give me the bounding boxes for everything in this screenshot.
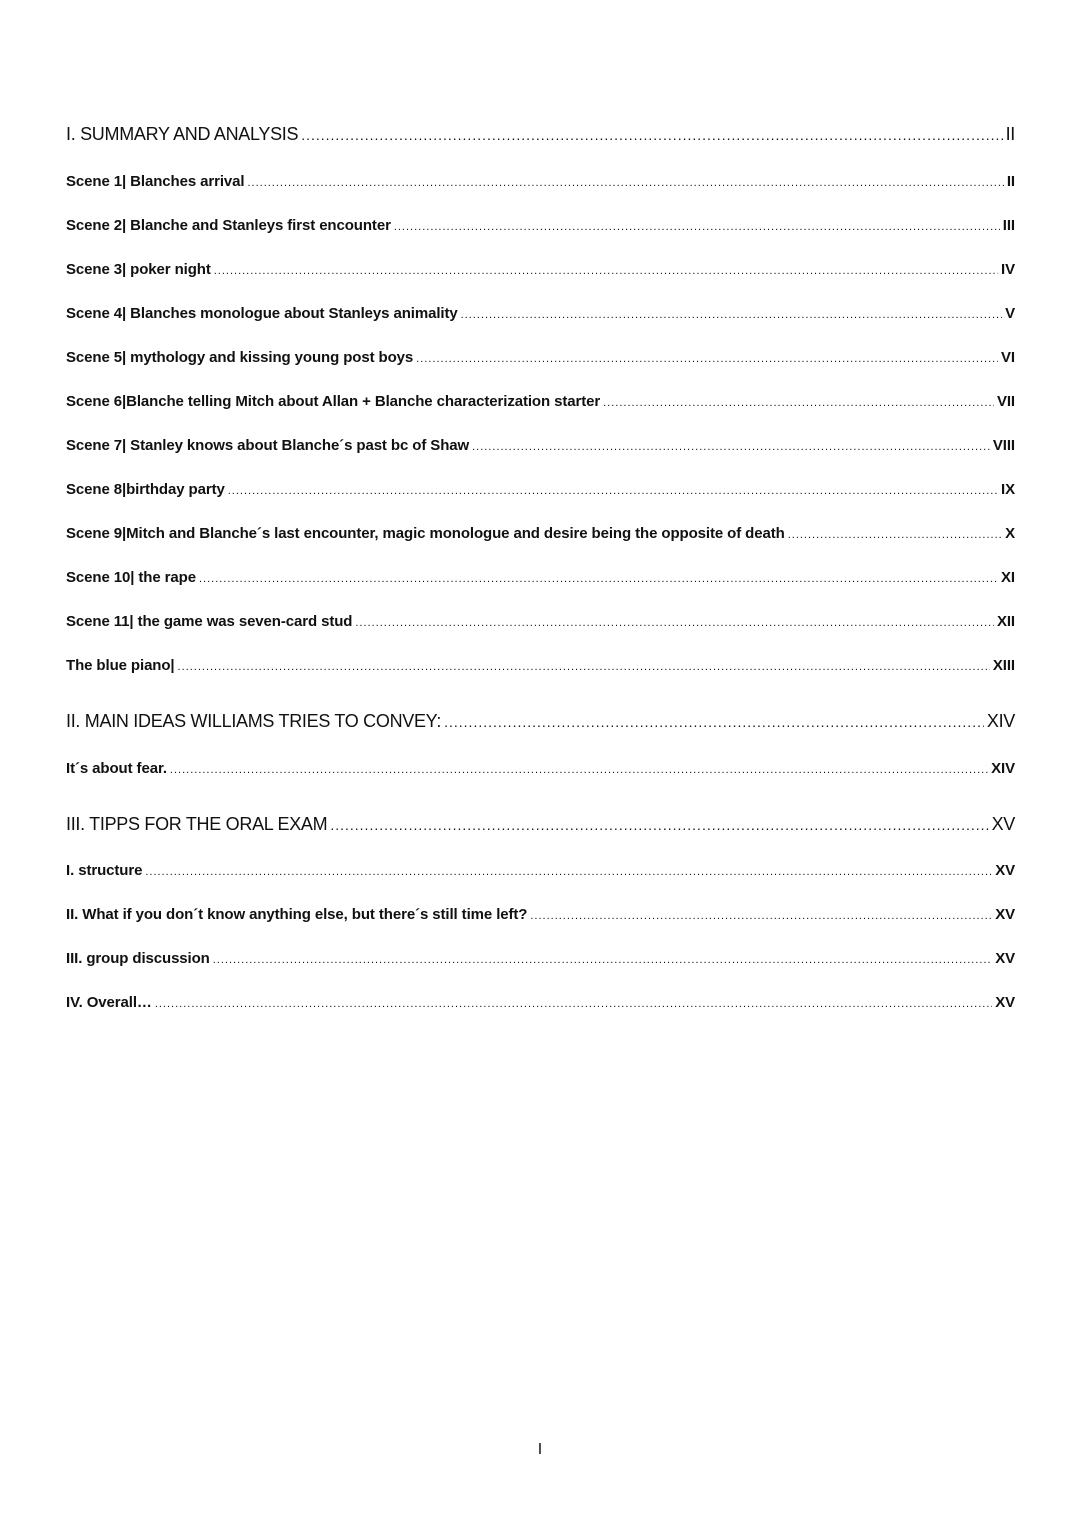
dot-leader — [355, 617, 994, 629]
toc-page-number: II — [1005, 124, 1015, 144]
toc-entry[interactable] — [66, 906, 1015, 923]
dot-leader — [145, 866, 992, 878]
toc-page-number: XV — [995, 994, 1015, 1011]
toc-section-title: III. TIPPS FOR THE ORAL EXAM — [66, 814, 328, 834]
toc-page-number: V — [1005, 305, 1015, 322]
toc-entry[interactable] — [66, 173, 1015, 190]
dot-leader — [461, 309, 1002, 321]
toc-page-number: VIII — [992, 437, 1015, 454]
toc-entry[interactable] — [66, 217, 1015, 234]
dot-leader — [444, 714, 984, 730]
toc-section-1[interactable] — [66, 124, 1015, 145]
toc-entry-title: Scene 11| the game was seven-card stud — [66, 613, 353, 630]
toc-page-number: XI — [1001, 569, 1015, 586]
toc-page-number: XV — [995, 950, 1015, 967]
toc-entry-title: Scene 5| mythology and kissing young post boys — [66, 349, 414, 366]
dot-leader — [301, 127, 1002, 143]
dot-leader — [214, 265, 998, 277]
toc-entry-title: Scene 4| Blanches monologue about Stanleys animality — [66, 305, 458, 322]
toc-page-number: IX — [1001, 481, 1015, 498]
toc-page-number: VII — [996, 393, 1015, 410]
toc-section-2[interactable] — [66, 711, 1015, 732]
toc-page-number: XV — [991, 814, 1015, 834]
toc-entry-title: Scene 3| poker night — [66, 261, 211, 278]
toc-entry-title: Scene 7| Stanley knows about Blanche´s past bc of Shaw — [66, 437, 470, 454]
toc-entry[interactable] — [66, 261, 1015, 278]
toc-entry-title: IV. Overall… — [66, 994, 152, 1011]
toc-page-number: IV — [1001, 261, 1015, 278]
toc-entry[interactable] — [66, 657, 1015, 674]
dot-leader — [199, 573, 998, 585]
dot-leader — [178, 661, 990, 673]
toc-entry[interactable] — [66, 481, 1015, 498]
toc-entry-title: It´s about fear. — [66, 760, 167, 777]
toc-entry[interactable] — [66, 760, 1015, 777]
dot-leader — [170, 764, 988, 776]
toc-page-number: III — [1002, 217, 1015, 234]
dot-leader — [330, 817, 988, 833]
toc-entry[interactable] — [66, 569, 1015, 586]
toc-entry-title: Scene 8|birthday party — [66, 481, 225, 498]
toc-page-number: XV — [995, 862, 1015, 879]
toc-entry-title: Scene 9|Mitch and Blanche´s last encounter, magic monologue and desire being the opposite of death — [66, 525, 785, 542]
toc-page-number: VI — [1001, 349, 1015, 366]
dot-leader — [228, 485, 998, 497]
dot-leader — [247, 177, 1003, 189]
toc-page-number: II — [1006, 173, 1015, 190]
toc-page-number: XII — [996, 613, 1015, 630]
dot-leader — [394, 221, 1000, 233]
toc-entry[interactable] — [66, 525, 1015, 542]
dot-leader — [472, 441, 990, 453]
toc-entry[interactable] — [66, 305, 1015, 322]
toc-page-number: XIV — [986, 711, 1015, 731]
toc-entry-title: Scene 2| Blanche and Stanleys first encounter — [66, 217, 391, 234]
page-number: I — [537, 1441, 543, 1458]
toc-entry-title: I. structure — [66, 862, 143, 879]
dot-leader — [213, 954, 992, 966]
toc-page-number: XIII — [992, 657, 1015, 674]
toc-entry[interactable] — [66, 950, 1015, 967]
dot-leader — [530, 910, 992, 922]
toc-entry-title: The blue piano| — [66, 657, 175, 674]
dot-leader — [788, 529, 1002, 541]
toc-entry[interactable] — [66, 862, 1015, 879]
toc-entry[interactable] — [66, 613, 1015, 630]
toc-entry-title: Scene 6|Blanche telling Mitch about Allan + Blanche characterization starter — [66, 393, 601, 410]
toc-section-title: I. SUMMARY AND ANALYSIS — [66, 124, 299, 144]
toc-entry[interactable] — [66, 437, 1015, 454]
toc-page-number: X — [1005, 525, 1015, 542]
toc-section-title: II. MAIN IDEAS WILLIAMS TRIES TO CONVEY: — [66, 711, 442, 731]
toc-entry[interactable] — [66, 994, 1015, 1011]
dot-leader — [416, 353, 998, 365]
toc-entry-title: Scene 1| Blanches arrival — [66, 173, 245, 190]
toc-entry[interactable] — [66, 393, 1015, 410]
toc-section-3[interactable] — [66, 814, 1015, 835]
toc-page-number: XV — [995, 906, 1015, 923]
toc-entry-title: Scene 10| the rape — [66, 569, 196, 586]
dot-leader — [155, 998, 992, 1010]
dot-leader — [603, 397, 994, 409]
toc-entry[interactable] — [66, 349, 1015, 366]
toc-entry-title: II. What if you don´t know anything else, but there´s still time left? — [66, 906, 528, 923]
toc-page-number: XIV — [991, 760, 1015, 777]
toc-entry-title: III. group discussion — [66, 950, 210, 967]
